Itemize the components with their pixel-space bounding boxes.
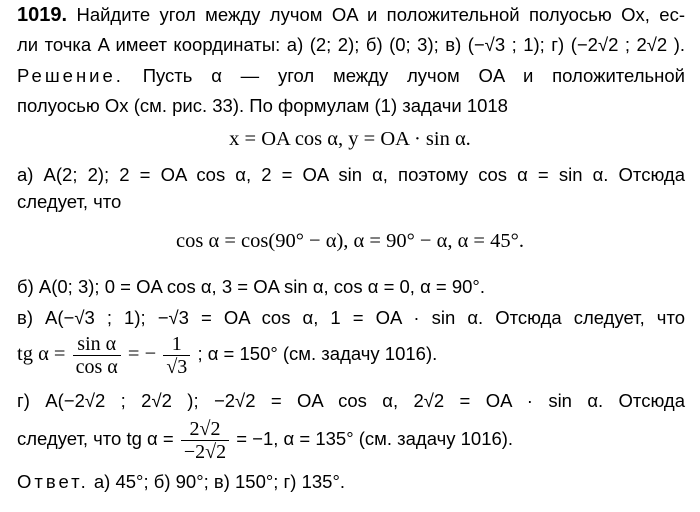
solution-line-2: полуосью Ox (см. рис. 33). По формулам (1) задачи 1018: [17, 95, 508, 116]
part-g-fraction: [181, 418, 229, 463]
part-g-prefix: следует, что tg α =: [17, 428, 174, 449]
part-g-tail: = −1, α = 135° (см. задачу 1016).: [236, 428, 514, 449]
answer-text: а) 45°; б) 90°; в) 150°; г) 135°.: [93, 471, 345, 492]
part-v-line-1: в) A(−√3 ; 1); −√3 = OA cos α, 1 = OA · sin α. Отсюда следует, что: [17, 307, 685, 328]
answer-line: [17, 470, 345, 494]
part-v-fraction-sin-cos: [73, 333, 121, 378]
part-v-eq-minus: = −: [127, 343, 157, 365]
answer-label: Ответ.: [17, 471, 89, 492]
part-a-line-2: следует, что: [17, 191, 122, 212]
solution-label: Решение.: [17, 65, 124, 86]
part-a-line-1: а) A(2; 2); 2 = OA cos α, 2 = OA sin α, поэтому cos α = sin α. Отсюда: [17, 164, 685, 185]
part-b-line: б) A(0; 3); 0 = OA cos α, 3 = OA sin α, cos α = 0, α = 90°.: [17, 276, 485, 297]
part-g-frac-numerator: 2√2: [181, 418, 229, 441]
part-v-frac1-denominator: cos α: [75, 355, 118, 378]
part-g-frac-denominator: −2√2: [183, 440, 227, 463]
solution-formula: x = OA cos α, y = OA · sin α.: [229, 128, 471, 150]
part-v-line-2: [17, 331, 437, 378]
problem-text-1: Найдите угол между лучом OA и положительной полуосью Ox, ес-: [76, 4, 685, 25]
part-v-tg: tg α =: [17, 343, 66, 365]
solution-text-1: Пусть α — угол между лучом OA и положительной: [142, 65, 685, 86]
part-v-frac2-denominator: √3: [166, 355, 188, 378]
part-v-frac1-numerator: sin α: [73, 333, 121, 356]
part-g-line-1: г) A(−2√2 ; 2√2 ); −2√2 = OA cos α, 2√2 = OA · sin α. Отсюда: [17, 390, 685, 411]
part-v-tail: ; α = 150° (см. задачу 1016).: [197, 343, 438, 364]
part-v-fraction-one-sqrt3: [163, 333, 190, 378]
problem-line-2: ли точка A имеет координаты: а) (2; 2); б) (0; 3); в) (−√3 ; 1); г) (−2√2 ; 2√2 ).: [17, 34, 685, 55]
part-a-formula: cos α = cos(90° − α), α = 90° − α, α = 45°.: [176, 230, 524, 252]
problem-line-1: [17, 3, 685, 27]
solution-line-1: [17, 64, 685, 88]
part-v-frac2-numerator: 1: [163, 333, 190, 356]
problem-number: 1019.: [17, 4, 68, 26]
part-g-line-2: [17, 414, 513, 464]
